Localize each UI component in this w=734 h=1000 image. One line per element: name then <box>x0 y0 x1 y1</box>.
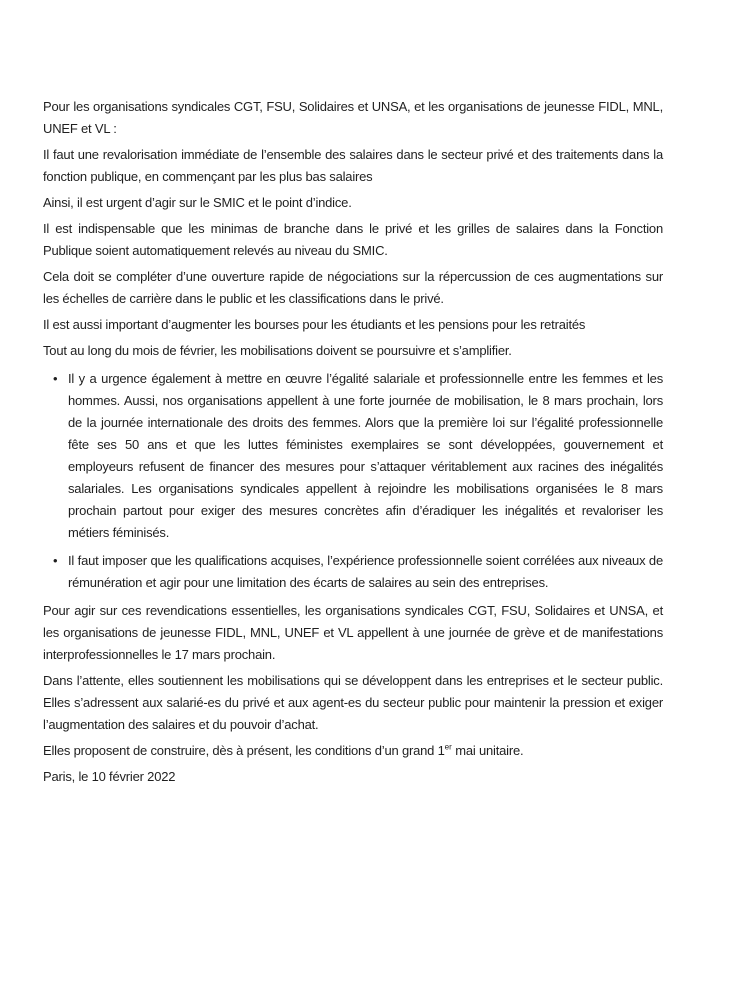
paragraph-premier-mai <box>43 740 663 762</box>
bullet-text-egalite-salariale: Il y a urgence également à mettre en œuvre l’égalité salariale et professionnelle entre les femmes et les hommes. Aussi, nos organisations appellent à une forte journée de mobilisation, le 8 mars prochain, lors de la journée internationale des droits des femmes. Alors que la première loi sur l’égalité professionnelle fête ses 50 ans et que les luttes féministes exemplaires se sont développées, gouvernement et employeurs refusent de financer des mesures pour s’attaquer véritablement aux racines des inégalités salariales. Les organisations syndicales appellent à rejoindre les mobilisations organisées le 8 mars prochain partout pour exiger des mesures concrètes afin d’éradiquer les inégalités et revaloriser les métiers féminisés. <box>68 371 663 540</box>
paragraph-revalorisation: Il faut une revalorisation immédiate de l’ensemble des salaires dans le secteur privé et des traitements dans la fonction publique, en commençant par les plus bas salaires <box>43 147 663 184</box>
premier-mai-suffix: mai unitaire. <box>451 743 524 758</box>
paragraph-smic-indice: Ainsi, il est urgent d’agir sur le SMIC et le point d’indice. <box>43 195 352 210</box>
bullet-item-qualifications <box>43 550 663 594</box>
paragraph-bourses-pensions: Il est aussi important d’augmenter les bourses pour les étudiants et les pensions pour les retraités <box>43 317 586 332</box>
bullet-icon: • <box>53 371 58 386</box>
bullet-list <box>43 368 663 594</box>
paragraph-greve-17-mars: Pour agir sur ces revendications essentielles, les organisations syndicales CGT, FSU, Solidaires et UNSA, et les organisations de jeunesse FIDL, MNL, UNEF et VL appellent à une journée de grève et de manifestations interprofessionnelles le 17 mars prochain. <box>43 603 663 662</box>
bullet-item-egalite-salariale <box>43 368 663 544</box>
ordinal-superscript: er <box>444 742 452 752</box>
bullet-icon: • <box>53 553 58 568</box>
paragraph-attente-pression: Dans l’attente, elles soutiennent les mobilisations qui se développent dans les entreprises et le secteur public. Elles s’adressent aux salarié-es du privé et aux agent-es du secteur public pour maintenir la pression et exiger l’augmentation des salaires et du pouvoir d’achat. <box>43 673 663 732</box>
paragraph-minimas-branche: Il est indispensable que les minimas de branche dans le privé et les grilles de salaires dans la Fonction Publique soient automatiquement relevés au niveau du SMIC. <box>43 221 663 258</box>
dateline: Paris, le 10 février 2022 <box>43 769 176 784</box>
premier-mai-prefix: Elles proposent de construire, dès à présent, les conditions d’un grand 1 <box>43 743 445 758</box>
paragraph-negociations: Cela doit se compléter d’une ouverture rapide de négociations sur la répercussion de ces augmentations sur les échelles de carrière dans le public et les classifications dans le privé. <box>43 269 663 306</box>
bullet-text-qualifications: Il faut imposer que les qualifications acquises, l’expérience professionnelle soient corrélées aux niveaux de rémunération et agir pour une limitation des écarts de salaires au sein des entreprises. <box>68 553 663 590</box>
intro-paragraph: Pour les organisations syndicales CGT, FSU, Solidaires et UNSA, et les organisations de jeunesse FIDL, MNL, UNEF et VL : <box>43 99 663 136</box>
paragraph-mobilisations-fevrier: Tout au long du mois de février, les mobilisations doivent se poursuivre et s’amplifier. <box>43 343 512 358</box>
